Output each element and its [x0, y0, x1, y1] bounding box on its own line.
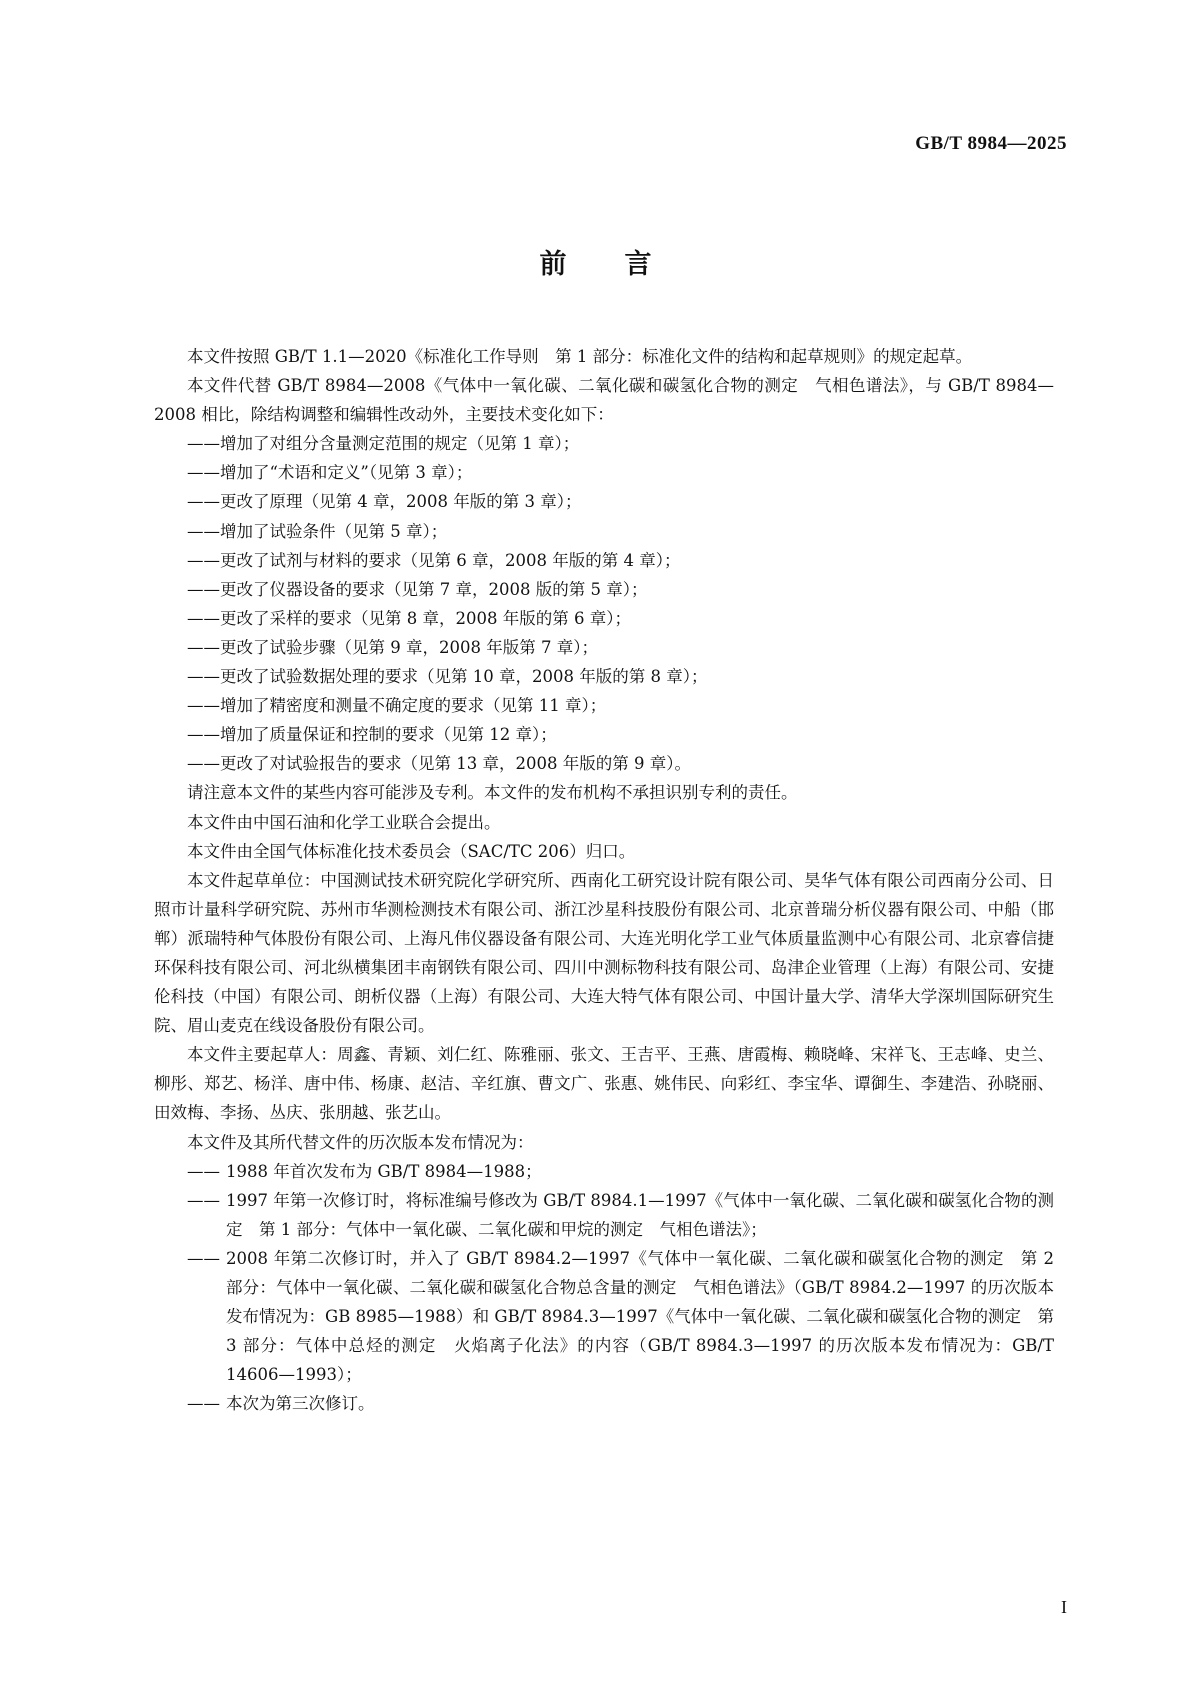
list-item: ——更改了对试验报告的要求（见第 13 章，2008 年版的第 9 章）。	[187, 754, 691, 774]
history-entry-text: 1988 年首次发布为 GB/T 8984—1988；	[226, 1161, 542, 1181]
list-item	[154, 1244, 1054, 1389]
list-item: ——更改了原理（见第 4 章，2008 年版的第 3 章）；	[187, 492, 582, 512]
list-item: ——增加了对组分含量测定范围的规定（见第 1 章）；	[187, 434, 580, 454]
drafting-units: 本文件起草单位：中国测试技术研究院化学研究所、西南化工研究设计院有限公司、昊华气体有限公司西南分公司、日照市计量科学研究院、苏州市华测检测技术有限公司、浙江沙星科技股份有限公司、北京普瑞分析仪器有限公司、中船（邯郸）派瑞特种气体股份有限公司、上海凡伟仪器设备有限公司、大连光明化学工业气体质量监测中心有限公司、北京睿信捷环保科技有限公司、河北纵横集团丰南钢铁有限公司、四川中测标物科技有限公司、岛津企业管理（上海）有限公司、安捷伦科技（中国）有限公司、朗析仪器（上海）有限公司、大连大特气体有限公司、中国计量大学、清华大学深圳国际研究生院、眉山麦克在线设备股份有限公司。	[154, 870, 1054, 1036]
committee-statement: 本文件由全国气体标准化技术委员会（SAC/TC 206）归口。	[187, 841, 636, 861]
list-item	[154, 1157, 1054, 1186]
page-title: 前言	[539, 249, 710, 280]
technical-changes-list	[154, 429, 1054, 778]
history-entry-text: 2008 年第二次修订时，并入了 GB/T 8984.2—1997《气体中一氧化碳、二氧化碳和碳氢化合物的测定 第 2 部分：气体中一氧化碳、二氧化碳和碳氢化合物总含量的测定 气相色谱法》（GB/T 8984.2—1997 的历次版本发布情况为：GB 8985—1988）和 GB/T 8984.3—1997《气体中一氧化碳、二氧化碳和碳氢化合物的测定 第 3 部分：气体中总烃的测定 火焰离子化法》的内容（GB/T 8984.3—1997 的历次版本发布情况为：GB/T 14606—1993）；	[226, 1248, 1054, 1385]
list-item: ——更改了试验步骤（见第 9 章，2008 年版第 7 章）；	[187, 637, 598, 657]
list-item: ——增加了质量保证和控制的要求（见第 12 章）；	[187, 725, 557, 745]
list-item: ——更改了试验数据处理的要求（见第 10 章，2008 年版的第 8 章）；	[187, 667, 708, 687]
document-code: GB/T 8984—2025	[915, 133, 1067, 154]
list-item: ——更改了试剂与材料的要求（见第 6 章，2008 年版的第 4 章）；	[187, 550, 681, 570]
history-entry-text: 本次为第三次修订。	[226, 1394, 375, 1414]
list-item: ——更改了仪器设备的要求（见第 7 章，2008 版的第 5 章）；	[187, 579, 648, 599]
proposer-statement: 本文件由中国石油和化学工业联合会提出。	[187, 812, 501, 832]
drafters: 本文件主要起草人：周鑫、青颖、刘仁红、陈雅丽、张文、王吉平、王燕、唐霞梅、赖晓峰、宋祥飞、王志峰、史兰、柳彤、郑艺、杨洋、唐中伟、杨康、赵洁、辛红旗、曹文广、张惠、姚伟民、向彩红、李宝华、谭御生、李建浩、孙晓丽、田效梅、李扬、丛庆、张朋越、张艺山。	[154, 1045, 1054, 1123]
page-number: I	[1061, 1597, 1067, 1617]
history-intro: 本文件及其所代替文件的历次版本发布情况为：	[187, 1132, 534, 1152]
list-item	[154, 1389, 1054, 1418]
list-item: ——更改了采样的要求（见第 8 章，2008 年版的第 6 章）；	[187, 608, 631, 628]
intro-paragraph-drafting-rules: 本文件按照 GB/T 1.1—2020《标准化工作导则 第 1 部分：标准化文件的结构和起草规则》的规定起草。	[187, 347, 973, 366]
intro-paragraph-replacement: 本文件代替 GB/T 8984—2008《气体中一氧化碳、二氧化碳和碳氢化合物的测定 气相色谱法》，与 GB/T 8984—2008 相比，除结构调整和编辑性改动外，主要技术变化如下：	[154, 376, 1054, 425]
list-item: ——增加了试验条件（见第 5 章）；	[187, 521, 448, 541]
list-dash: ——	[187, 1248, 220, 1268]
list-item: ——增加了“术语和定义”（见第 3 章）；	[187, 463, 473, 483]
list-dash: ——	[187, 1394, 220, 1414]
list-item	[154, 1186, 1054, 1244]
document-body	[154, 342, 1054, 1418]
list-dash: ——	[187, 1161, 220, 1181]
history-entry-text: 1997 年第一次修订时，将标准编号修改为 GB/T 8984.1—1997《气体中一氧化碳、二氧化碳和碳氢化合物的测定 第 1 部分：气体中一氧化碳、二氧化碳和甲烷的测定 气相色谱法》；	[226, 1190, 1054, 1239]
list-dash: ——	[187, 1190, 220, 1210]
version-history-list	[154, 1157, 1054, 1419]
list-item: ——增加了精密度和测量不确定度的要求（见第 11 章）；	[187, 696, 607, 716]
patent-notice: 请注意本文件的某些内容可能涉及专利。本文件的发布机构不承担识别专利的责任。	[187, 783, 798, 803]
